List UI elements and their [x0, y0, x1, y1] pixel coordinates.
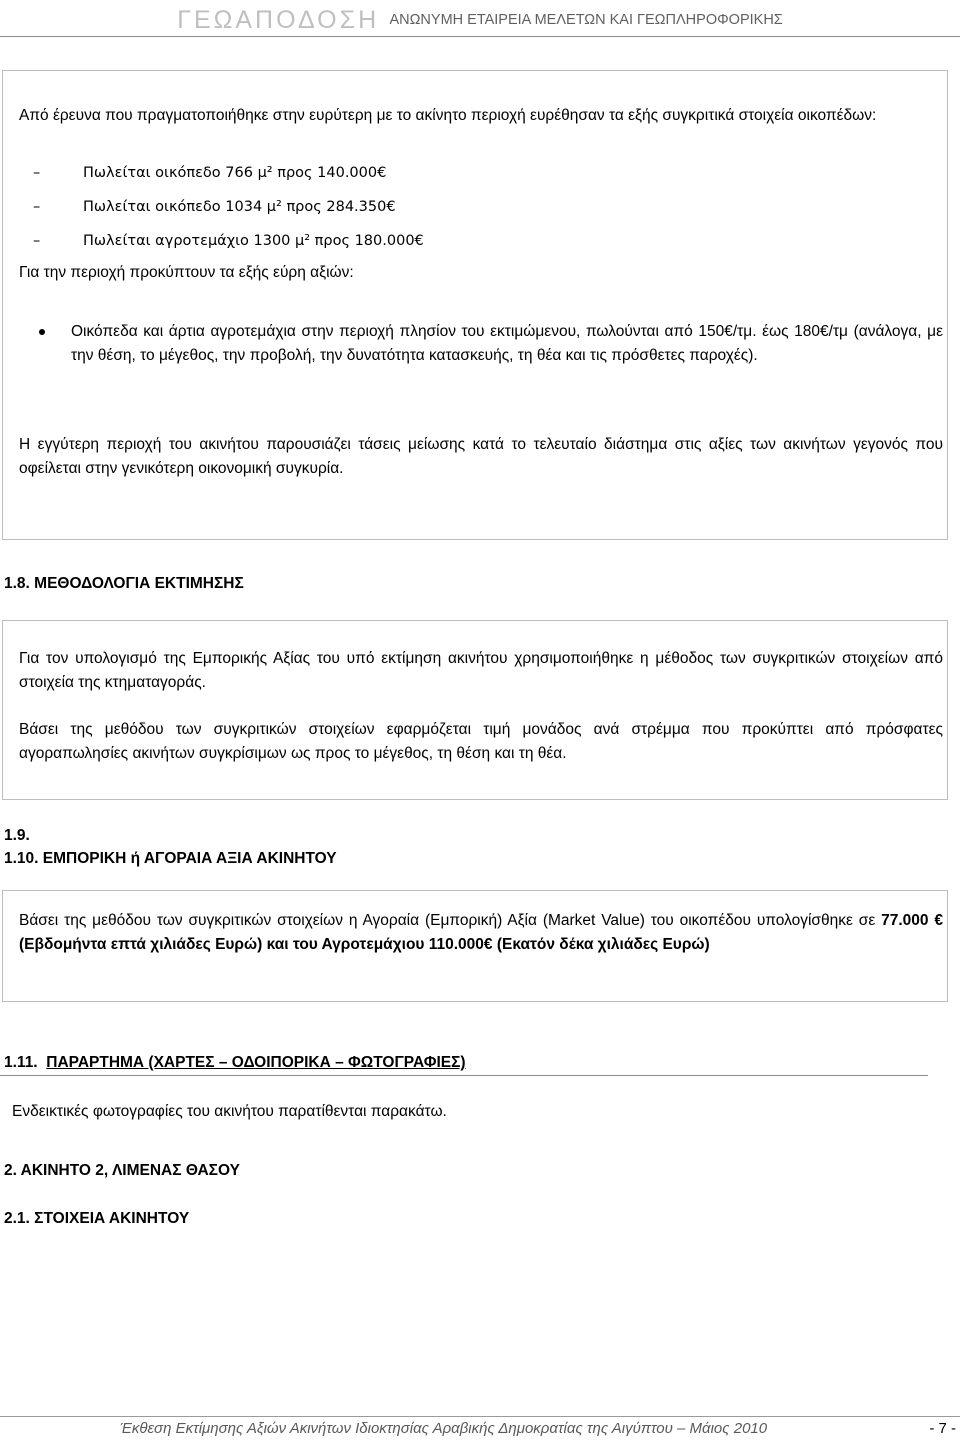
company-subtitle: ΑΝΩΝΥΜΗ ΕΤΑΙΡΕΙΑ ΜΕΛΕΤΩΝ ΚΑΙ ΓΕΩΠΛΗΡΟΦΟΡΙΚΗΣ: [389, 12, 783, 28]
methodology-paragraph-1: Για τον υπολογισμό της Εμπορικής Αξίας του υπό εκτίμηση ακινήτου χρησιμοποιήθηκε η μέθοδος των συγκριτικών στοιχείων από στοιχεία της κτηματαγοράς.: [19, 650, 943, 691]
section-1-11-heading: [4, 1052, 466, 1074]
market-value-box: [2, 890, 948, 1002]
market-value-text: Βάσει της μεθόδου των συγκριτικών στοιχείων η Αγοραία (Εμπορική) Αξία (Market Value) του οικοπέδου υπολογίσθηκε σε: [19, 912, 882, 929]
value-range-text: Οικόπεδα και άρτια αγροτεμάχια στην περιοχή πλησίον του εκτιμώμενου, πωλούνται από 150€/τμ. έως 180€/τμ (ανάλογα, με την θέση, το μέγεθος, την προβολή, την δυνατότητα κατασκευής, τη θέα και τις πρόσθετες παροχές).: [71, 323, 943, 364]
footer-divider: [0, 1416, 960, 1417]
section-1-11-number: 1.11.: [4, 1054, 38, 1071]
value-range-intro: Για την περιοχή προκύπτουν τα εξής εύρη αξιών:: [19, 264, 354, 281]
section-1-9-heading: 1.9.: [4, 827, 30, 844]
comparables-box: [2, 70, 948, 540]
section-1-10-heading: 1.10. ΕΜΠΟΡΙΚΗ ή ΑΓΟΡΑΙΑ ΑΞΙΑ ΑΚΙΝΗΤΟΥ: [4, 850, 337, 867]
section-1-11-divider: [0, 1075, 928, 1076]
section-2-1-heading: 2.1. ΣΤΟΙΧΕΙΑ ΑΚΙΝΗΤΟΥ: [4, 1210, 190, 1227]
section-1-11-title: ΠΑΡΑΡΤΗΜΑ (ΧΑΡΤΕΣ – ΟΔΟΙΠΟΡΙΚΑ – ΦΩΤΟΓΡΑΦΙΕΣ): [46, 1054, 466, 1071]
methodology-paragraph-2: Βάσει της μεθόδου των συγκριτικών στοιχείων εφαρμόζεται τιμή μονάδος ανά στρέμμα που προκύπτει από πρόσφατες αγοραπωλησίες ακινήτων συγκρίσιμων ως προς το μέγεθος, τη θέση και τη θέα.: [19, 721, 943, 762]
comparable-item-2: – Πωλείται οικόπεδο 1034 μ² προς 284.350€: [33, 195, 933, 219]
comparable-item-3: – Πωλείται αγροτεμάχιο 1300 μ² προς 180.000€: [33, 229, 933, 253]
header-divider: [0, 36, 960, 37]
dash-marker: –: [33, 199, 41, 215]
appendix-paragraph: Ενδεικτικές φωτογραφίες του ακινήτου παρατίθενται παρακάτω.: [12, 1103, 447, 1120]
brand-logo-text: ΓΕΩΑΠΟΔΟΣΗ: [177, 6, 380, 34]
page-header: [0, 0, 960, 36]
market-value-paragraph: [19, 909, 943, 957]
dash-marker: –: [33, 233, 41, 249]
comparables-intro: Από έρευνα που πραγματοποιήθηκε στην ευρύτερη με το ακίνητο περιοχή ευρέθησαν τα εξής συγκριτικά στοιχεία οικοπέδων:: [19, 107, 877, 124]
section-1-8-heading: 1.8. ΜΕΘΟΔΟΛΟΓΙΑ ΕΚΤΙΜΗΣΗΣ: [4, 575, 244, 592]
section-2-heading: 2. ΑΚΙΝΗΤΟ 2, ΛΙΜΕΝΑΣ ΘΑΣΟΥ: [4, 1162, 240, 1179]
dash-marker: –: [33, 165, 41, 181]
market-trend-text: Η εγγύτερη περιοχή του ακινήτου παρουσιάζει τάσεις μείωσης κατά το τελευταίο διάστημα στις αξίες των ακινήτων γεγονός που οφείλεται στην γενικότερη οικονομική συγκυρία.: [19, 436, 943, 477]
methodology-box: [2, 620, 948, 800]
market-value-amount: 77.000 € (Εβδομήντα επτά χιλιάδες Ευρώ) και του Αγροτεμάχιου 110.000€ (Εκατόν δέκα χιλιάδες Ευρώ): [19, 912, 943, 953]
page-number: - 7 -: [929, 1420, 956, 1437]
footer-report-title: Έκθεση Εκτίμησης Αξιών Ακινήτων Ιδιοκτησίας Αραβικής Δημοκρατίας της Αιγύπτου – Μάιος 2010: [120, 1420, 768, 1437]
comparable-item-1: – Πωλείται οικόπεδο 766 μ² προς 140.000€: [33, 161, 933, 185]
bullet-marker: [39, 329, 45, 335]
page-footer: [0, 1418, 960, 1442]
